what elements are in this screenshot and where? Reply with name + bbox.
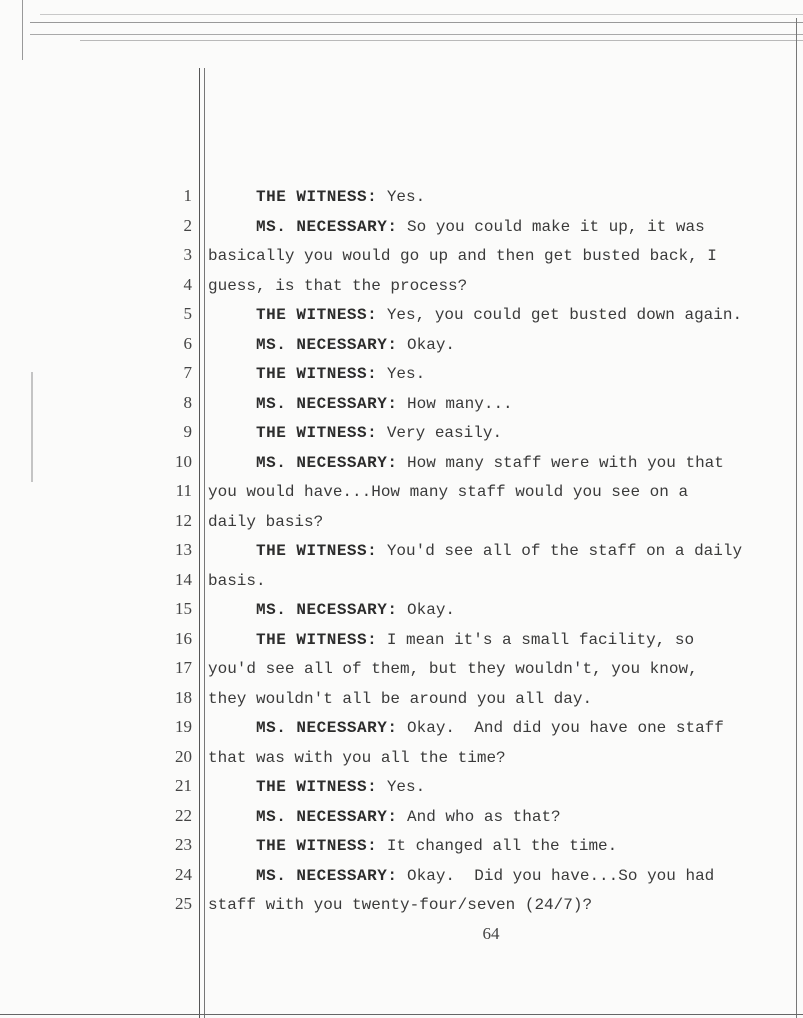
spoken-text: staff with you twenty-four/seven (24/7)? <box>208 896 593 914</box>
speaker-label: THE WITNESS: <box>256 630 378 649</box>
scan-edge-line <box>22 0 23 60</box>
transcript-line <box>0 331 803 360</box>
speaker-label: THE WITNESS: <box>256 837 378 855</box>
line-text <box>208 688 780 710</box>
spoken-text: Yes. <box>377 188 426 206</box>
spoken-text: Yes. <box>377 778 426 796</box>
spoken-text: you'd see all of them, but they wouldn't, you know, <box>208 660 698 678</box>
transcript-line <box>0 478 803 507</box>
bottom-border <box>0 1014 803 1015</box>
transcript-line <box>0 360 803 389</box>
speaker-label: MS. NECESSARY: <box>256 335 398 354</box>
line-text <box>256 540 780 562</box>
transcript-line <box>0 567 803 596</box>
line-number: 7 <box>183 363 192 382</box>
speaker-label: THE WITNESS: <box>256 306 378 324</box>
spoken-text: Okay. <box>397 601 456 619</box>
spoken-text: How many staff were with you that <box>397 453 724 472</box>
line-text <box>256 216 780 238</box>
line-text <box>208 747 780 769</box>
line-text <box>208 658 780 680</box>
line-number: 17 <box>175 658 192 677</box>
transcript-line <box>0 272 803 301</box>
speaker-label: THE WITNESS: <box>256 542 378 560</box>
line-text <box>256 776 780 798</box>
line-text <box>256 393 780 415</box>
line-number: 10 <box>175 451 192 471</box>
line-number: 9 <box>183 422 192 441</box>
speaker-label: MS. NECESSARY: <box>256 601 398 619</box>
spoken-text: It changed all the time. <box>377 837 618 855</box>
line-text <box>208 894 780 916</box>
transcript-line <box>0 242 803 271</box>
speaker-label: THE WITNESS: <box>256 424 378 442</box>
speaker-label: THE WITNESS: <box>256 188 378 206</box>
line-number: 11 <box>175 481 192 500</box>
scan-edge-line <box>40 14 803 15</box>
line-text <box>208 245 780 267</box>
line-text <box>256 629 780 651</box>
transcript-line <box>0 744 803 773</box>
scan-edge-line <box>30 22 803 23</box>
speaker-label: THE WITNESS: <box>256 778 378 796</box>
line-number: 4 <box>183 274 192 294</box>
line-number: 24 <box>175 864 192 884</box>
line-number: 25 <box>175 894 192 913</box>
spoken-text: that was with you all the time? <box>208 748 506 767</box>
spoken-text: basis. <box>208 571 266 590</box>
transcript-line <box>0 773 803 802</box>
line-number: 20 <box>175 746 192 766</box>
spoken-text: How many... <box>397 394 513 413</box>
transcript-line <box>0 537 803 566</box>
spoken-text: You'd see all of the staff on a daily <box>377 542 743 560</box>
line-text <box>256 422 780 444</box>
line-number: 1 <box>183 186 192 205</box>
line-number: 22 <box>175 805 192 825</box>
line-text <box>256 363 780 385</box>
line-number: 15 <box>175 599 192 618</box>
speaker-label: MS. NECESSARY: <box>256 217 398 236</box>
line-text <box>256 806 780 828</box>
line-number: 13 <box>175 540 192 559</box>
spoken-text: Okay. <box>397 335 456 354</box>
line-number: 14 <box>175 569 192 589</box>
line-number: 23 <box>175 835 192 854</box>
speaker-label: MS. NECESSARY: <box>256 866 398 885</box>
line-text <box>208 570 780 592</box>
transcript-line <box>0 508 803 537</box>
page-number: 64 <box>482 924 500 943</box>
transcript-line <box>0 301 803 330</box>
line-text <box>208 511 780 533</box>
spoken-text: basically you would go up and then get busted back, I <box>208 247 717 265</box>
speaker-label: MS. NECESSARY: <box>256 394 398 413</box>
transcript-line <box>0 891 803 920</box>
line-number: 5 <box>183 304 192 323</box>
spoken-text: you would have...How many staff would you see on a <box>208 483 689 501</box>
spoken-text: I mean it's a small facility, so <box>377 630 695 649</box>
line-number: 6 <box>183 333 192 353</box>
line-text <box>256 865 780 887</box>
line-text <box>208 481 780 503</box>
line-number: 12 <box>175 510 192 530</box>
speaker-label: MS. NECESSARY: <box>256 719 398 737</box>
transcript-line <box>0 390 803 419</box>
transcript-line <box>0 449 803 478</box>
transcript-line <box>0 803 803 832</box>
speaker-label: MS. NECESSARY: <box>256 453 398 472</box>
line-number: 2 <box>183 215 192 235</box>
transcript-line <box>0 685 803 714</box>
spoken-text: daily basis? <box>208 512 324 531</box>
transcript-line <box>0 655 803 684</box>
line-text <box>256 334 780 356</box>
transcript-line <box>0 596 803 625</box>
transcript-line <box>0 714 803 743</box>
spoken-text: Okay. And did you have one staff <box>397 719 724 737</box>
spoken-text: they wouldn't all be around you all day. <box>208 689 593 708</box>
scan-edge-line <box>80 40 803 41</box>
spoken-text: So you could make it up, it was <box>397 217 705 236</box>
speaker-label: THE WITNESS: <box>256 365 378 383</box>
speaker-label: MS. NECESSARY: <box>256 807 398 826</box>
line-number: 21 <box>175 776 192 795</box>
spoken-text: Yes, you could get busted down again. <box>377 306 743 324</box>
transcript-line <box>0 626 803 655</box>
line-number: 8 <box>183 392 192 412</box>
line-number: 3 <box>183 245 192 264</box>
line-text <box>256 186 780 208</box>
line-number: 18 <box>175 687 192 707</box>
line-text <box>256 452 780 474</box>
transcript-line <box>0 832 803 861</box>
transcript-line <box>0 862 803 891</box>
line-text <box>256 599 780 621</box>
line-text <box>208 275 780 297</box>
line-number: 16 <box>175 628 192 648</box>
transcript-line <box>0 213 803 242</box>
line-number: 19 <box>175 717 192 736</box>
transcript-line <box>0 419 803 448</box>
line-text <box>256 304 780 326</box>
transcript-line <box>0 183 803 212</box>
spoken-text: guess, is that the process? <box>208 276 468 295</box>
scan-edge-line <box>30 34 803 35</box>
line-text <box>256 835 780 857</box>
spoken-text: And who as that? <box>397 807 561 826</box>
spoken-text: Very easily. <box>377 424 503 442</box>
spoken-text: Okay. Did you have...So you had <box>397 866 715 885</box>
line-text <box>256 717 780 739</box>
spoken-text: Yes. <box>377 365 426 383</box>
